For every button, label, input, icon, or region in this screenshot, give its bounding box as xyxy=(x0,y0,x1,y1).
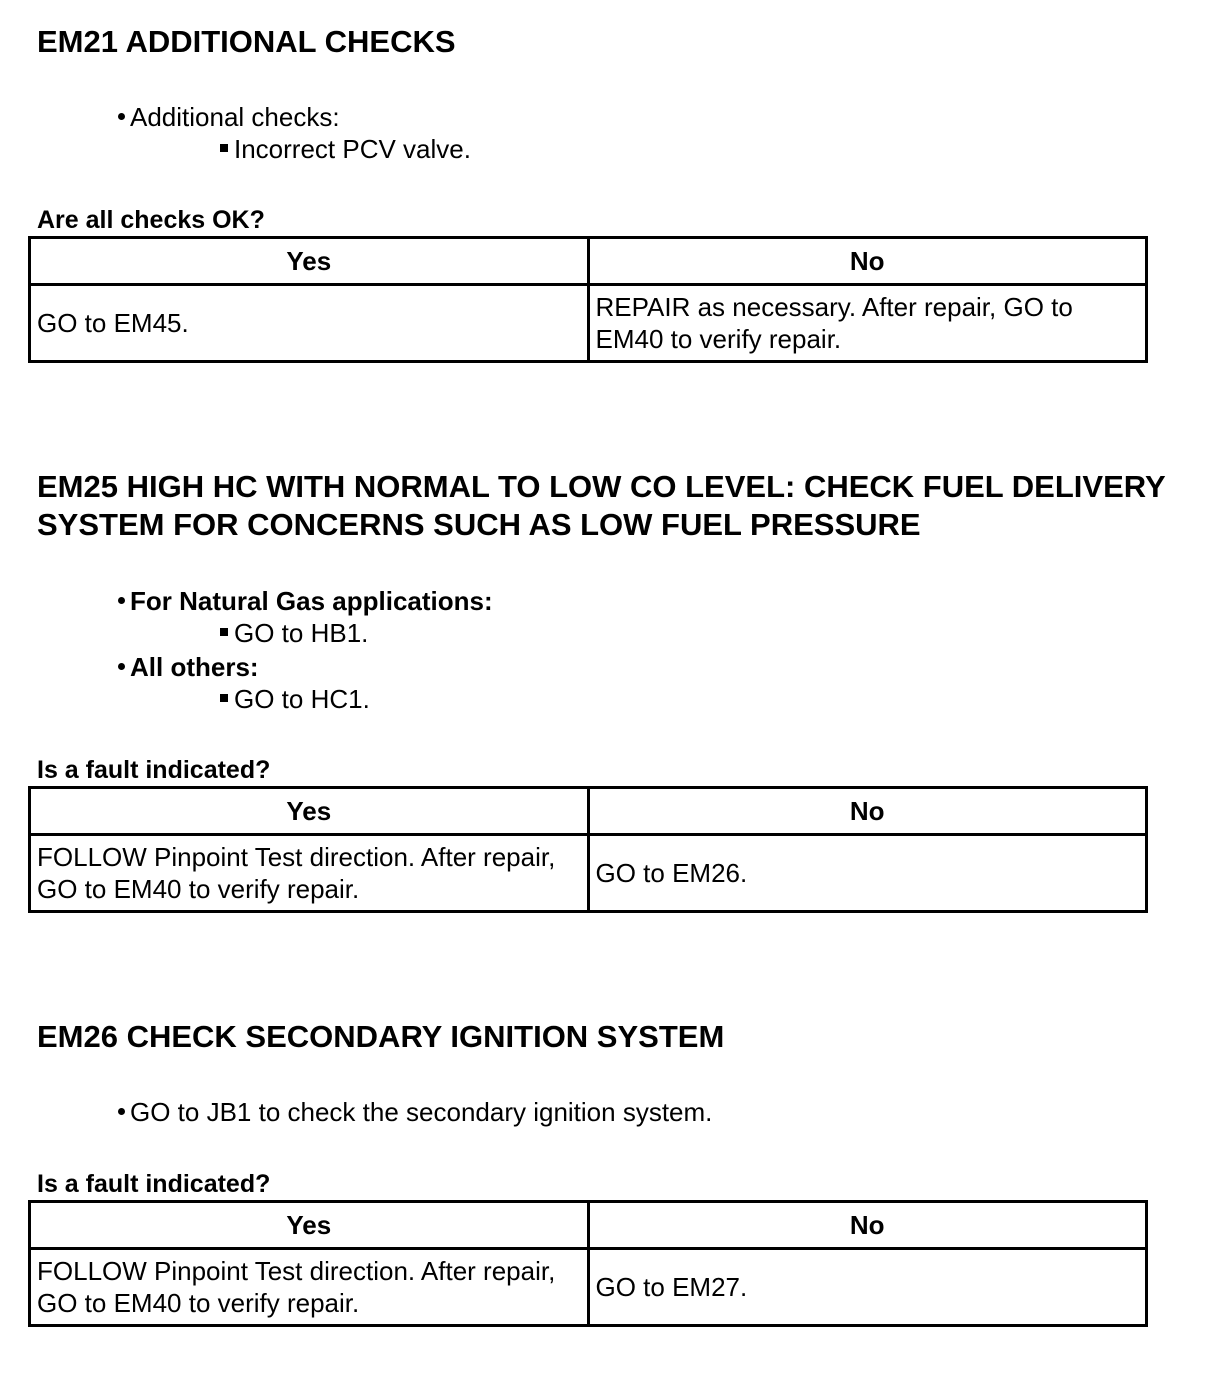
square-bullet-icon xyxy=(220,628,228,636)
yes-no-table xyxy=(28,786,1148,913)
no-cell: REPAIR as necessary. After repair, GO to EM40 to verify repair. xyxy=(588,285,1147,362)
sub-bullet-item xyxy=(220,683,370,715)
sub-bullet-item xyxy=(220,133,471,165)
no-cell: GO to EM26. xyxy=(588,835,1147,912)
yes-header: Yes xyxy=(30,1202,589,1249)
sub-bullet-item xyxy=(220,617,368,649)
bullet-item xyxy=(118,585,493,617)
bullet-dot-icon xyxy=(118,1108,125,1115)
square-bullet-icon xyxy=(220,694,228,702)
sub-bullet-text: GO to HC1. xyxy=(234,684,370,714)
section-heading: EM21 ADDITIONAL CHECKS xyxy=(37,24,456,59)
yes-no-table xyxy=(28,1200,1148,1327)
bullet-dot-icon xyxy=(118,597,125,604)
yes-no-table xyxy=(28,236,1148,363)
section-heading: EM26 CHECK SECONDARY IGNITION SYSTEM xyxy=(37,1019,725,1054)
bullet-item xyxy=(118,1096,712,1128)
no-header: No xyxy=(588,788,1147,835)
question-label: Are all checks OK? xyxy=(37,206,265,234)
yes-cell: GO to EM45. xyxy=(30,285,589,362)
sub-bullet-text: Incorrect PCV valve. xyxy=(234,134,471,164)
bullet-text: Additional checks: xyxy=(130,102,340,132)
yes-header: Yes xyxy=(30,788,589,835)
bullet-text: GO to JB1 to check the secondary ignition system. xyxy=(130,1097,713,1127)
section-heading: EM25 HIGH HC WITH NORMAL TO LOW CO LEVEL: CHECK FUEL DELIVERY SYSTEM FOR CONCERNS SUCH AS LOW FUEL PRESSURE xyxy=(37,469,1166,542)
bullet-dot-icon xyxy=(118,113,125,120)
bullet-text: All others: xyxy=(130,652,259,682)
no-header: No xyxy=(588,238,1147,285)
yes-cell: FOLLOW Pinpoint Test direction. After repair, GO to EM40 to verify repair. xyxy=(30,835,589,912)
question-label: Is a fault indicated? xyxy=(37,756,271,784)
yes-cell: FOLLOW Pinpoint Test direction. After repair, GO to EM40 to verify repair. xyxy=(30,1249,589,1326)
bullet-dot-icon xyxy=(118,663,125,670)
square-bullet-icon xyxy=(220,144,228,152)
no-cell: GO to EM27. xyxy=(588,1249,1147,1326)
bullet-item xyxy=(118,101,340,133)
sub-bullet-text: GO to HB1. xyxy=(234,618,369,648)
bullet-text: For Natural Gas applications: xyxy=(130,586,493,616)
yes-header: Yes xyxy=(30,238,589,285)
bullet-item xyxy=(118,651,259,683)
question-label: Is a fault indicated? xyxy=(37,1170,271,1198)
no-header: No xyxy=(588,1202,1147,1249)
